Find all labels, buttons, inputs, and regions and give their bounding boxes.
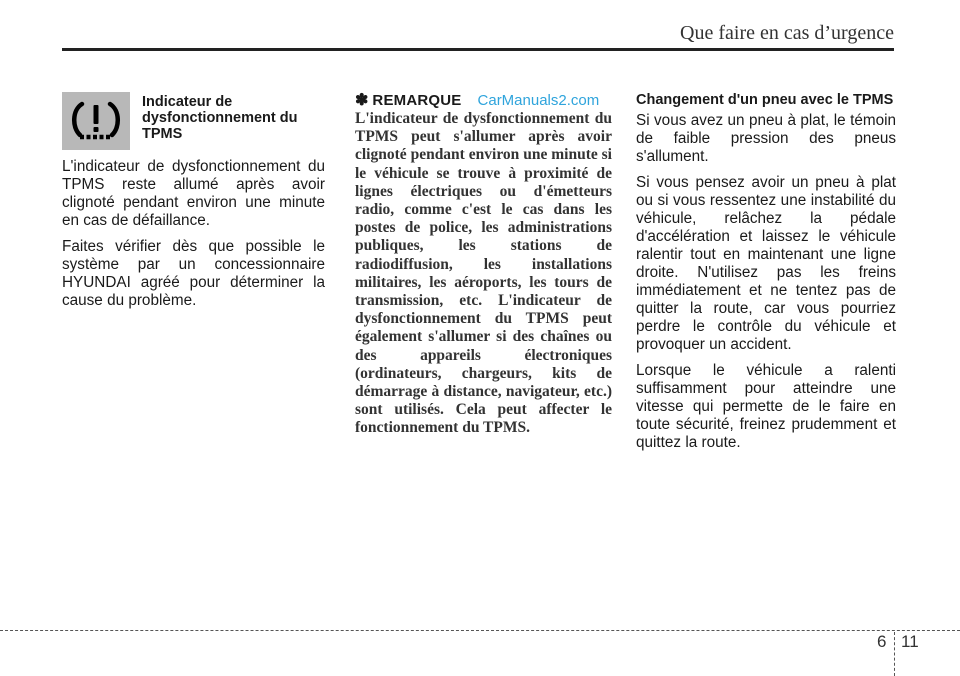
column-remarque bbox=[355, 92, 612, 438]
tpms-paragraph-1: L'indicateur de dysfonctionnement du TPMS reste allumé après avoir clignoté pendant environ une minute en cas de défaillance. bbox=[62, 158, 325, 229]
tire-change-paragraph-3: Lorsque le véhicule a ralenti suffisamment pour atteindre une vitesse qui permette de le faire en toute sécurité, freinez prudemment et quittez la route. bbox=[636, 362, 896, 451]
header-rule bbox=[62, 48, 894, 51]
tpms-indicator-heading-block bbox=[62, 92, 325, 150]
tire-change-paragraph-1: Si vous avez un pneu à plat, le témoin de faible pression des pneus s'allument. bbox=[636, 112, 896, 165]
page-number-separator bbox=[894, 632, 895, 676]
page-number: 11 bbox=[901, 632, 919, 651]
site-watermark: CarManuals2.com bbox=[477, 91, 600, 109]
tire-change-title: Changement d'un pneu avec le TPMS bbox=[636, 92, 894, 108]
tire-change-paragraph-2: Si vous pensez avoir un pneu à plat ou si vous ressentez une instabilité du véhicule, relâchez la pédale d'accélération et laissez le véhicule ralentir tout en maintenant une ligne droite. N'utilisez pas les freins immédiatement et ne tentez pas de quitter la route, car vous pourriez perdre le contrôle du véhicule et provoquer un accident. bbox=[636, 174, 896, 353]
remarque-heading bbox=[355, 90, 612, 110]
footer-rule bbox=[0, 630, 960, 631]
tpms-indicator-title: Indicateur de dysfonctionnement du TPMS bbox=[142, 94, 298, 142]
chapter-number: 6 bbox=[877, 632, 887, 651]
remarque-label: REMARQUE bbox=[372, 91, 462, 109]
section-header-title: Que faire en cas d’urgence bbox=[680, 22, 894, 44]
remarque-star-icon: ✽ bbox=[355, 92, 369, 109]
remarque-text: L'indicateur de dysfonctionnement du TPMS peut s'allumer après avoir clignoté pendant environ une minute si le véhicule se trouve à proximité de lignes électriques ou d'émetteurs radio, comme c'est le cas dans les postes de police, les administrations publiques, les stations de radiodiffusion, les installations militaires, les aéroports, les tours de transmission, etc. L'indicateur de dysfonctionnement du TPMS peut également s'allumer si des chaînes ou des appareils électroniques (ordinateurs, chargeurs, kits de démarrage à distance, navigateur, etc.) sont utilisés. Cela peut affecter le fonctionnement du TPMS. bbox=[355, 110, 612, 437]
tpms-warning-icon bbox=[62, 92, 130, 150]
column-tire-change bbox=[636, 92, 896, 460]
tpms-paragraph-2: Faites vérifier dès que possible le système par un concessionnaire HYUNDAI agréé pour déterminer la cause du problème. bbox=[62, 238, 325, 309]
column-tpms-indicator bbox=[62, 92, 325, 318]
